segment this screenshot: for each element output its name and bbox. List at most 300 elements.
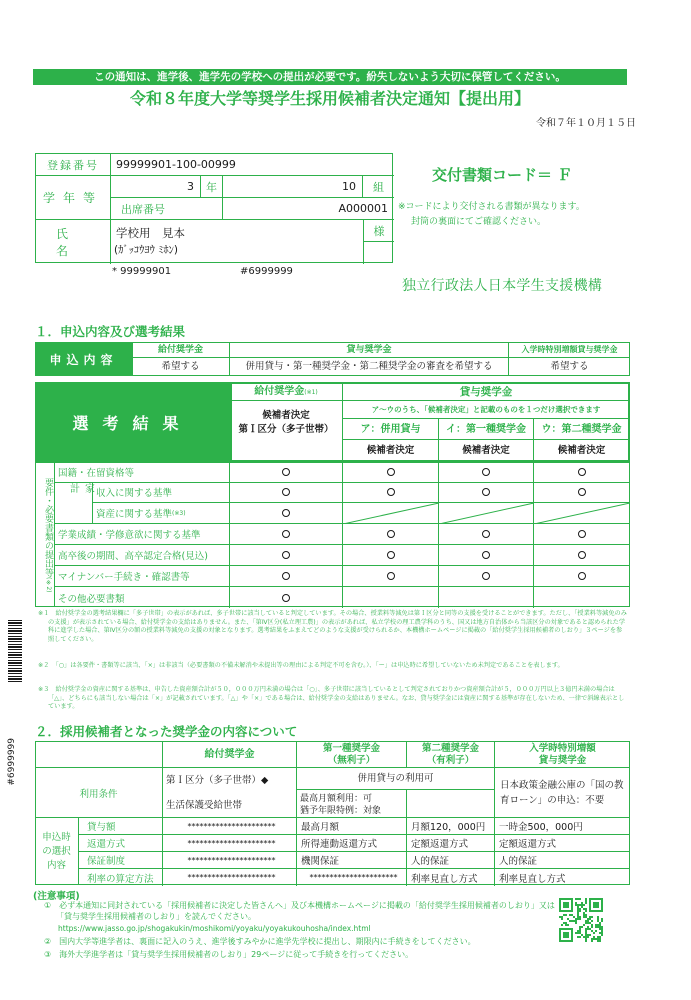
requirement-cell-1-2 [343, 462, 439, 483]
circle-mark [282, 509, 290, 517]
note-3: ※３ 給付奨学金の資産に関する基準は、申告した資産額合計が５０，０００万円未満の場合は「○」、多子世帯に該当しているとして判定されておりかつ資産額合計が５，０００万円以上３億円未満の場合は「△」、どちらにも該当しない場合は「×」が記載されています。「△」や「×」である場合は、給付奨学金の支給はありません。なお、貸与奨学金には資産に関する基準が存在しないため、一律で斜線表示としています。 [38, 686, 625, 711]
qr-module [587, 934, 589, 936]
issue-date: 令和７年１０月１５日 [536, 118, 636, 129]
result-taiyo-head: 貸与奨学金 [343, 383, 629, 401]
requirement-cell-6-2 [343, 566, 439, 587]
selection-cell-3-4: 人的保証 [407, 852, 495, 869]
qr-module [571, 928, 573, 930]
qr-module [563, 906, 565, 908]
qr-module [577, 912, 579, 914]
qr-module [593, 904, 595, 906]
qr-module [559, 906, 561, 908]
qr-module [587, 922, 589, 924]
qr-module [571, 908, 573, 910]
kyufu-result-1: 候補者決定 [262, 410, 310, 421]
select-label: 申込時の選択内容 [35, 818, 79, 885]
qr-module [565, 902, 567, 904]
qr-module [593, 898, 595, 900]
qr-module [593, 906, 595, 908]
qr-module [589, 902, 591, 904]
requirement-label-3 [92, 503, 230, 524]
qr-module [585, 902, 587, 904]
selection-cell-3-5: 人的保証 [495, 852, 630, 869]
qr-module [567, 910, 569, 912]
requirement-cell-3-1 [230, 503, 343, 524]
seat-number-label: 出席番号 [111, 198, 223, 220]
qr-module [591, 930, 593, 932]
requirement-label-2 [92, 482, 230, 503]
circle-mark [482, 488, 490, 496]
qr-module [563, 940, 565, 942]
circle-mark [578, 572, 586, 580]
qr-module [565, 910, 567, 912]
qr-module [601, 904, 603, 906]
apply-kyufu-value: 希望する [132, 358, 230, 376]
selection-cell-1-4: 月額120，000円 [407, 818, 495, 835]
qr-module [571, 910, 573, 912]
qr-module [571, 930, 573, 932]
qr-module [585, 922, 587, 924]
qr-module [587, 928, 589, 930]
selection-cell-4-1: 利率の算定方法 [79, 869, 163, 886]
apply-taiyo-value: 併用貸与・第一種奨学金・第二種奨学金の審査を希望する [230, 358, 509, 376]
notice-banner: この通知は、進学後、進学先の学校への提出が必要です。紛失しないよう大切に保管してください。 [33, 69, 627, 85]
document-code: 交付書類コード＝ Ｆ [432, 166, 573, 184]
qr-module [589, 898, 591, 900]
qr-module [577, 910, 579, 912]
special-condition: 日本政策金融公庫の「国の教育ローン」の申込：不要 [495, 768, 630, 818]
qr-module [601, 928, 603, 930]
qr-module [565, 940, 567, 942]
qr-module [579, 910, 581, 912]
grade-value: 3 [111, 176, 201, 198]
side-label-text: 要件・必要書類の提出等 [43, 478, 53, 578]
requirement-cell-5-2 [343, 545, 439, 566]
qr-module [587, 926, 589, 928]
choose-note: ア～ウのうち、「候補者決定」と記載のものを１つだけ選択できます [343, 401, 629, 419]
seat-number-value: A000001 [223, 198, 394, 220]
requirement-cell-6-1 [230, 566, 343, 587]
requirement-label-7 [54, 587, 230, 608]
qr-module [561, 928, 563, 930]
col-i-head: イ：第一種奨学金 [439, 419, 534, 440]
col-u-head: ウ：第二種奨学金 [534, 419, 629, 440]
qr-module [595, 926, 597, 928]
col-a-head: ア：併用貸与 [343, 419, 439, 440]
qr-module [589, 916, 591, 918]
qr-module [563, 914, 565, 916]
selection-cell-4-4: 利率見直し方式 [407, 869, 495, 886]
qr-module [595, 902, 597, 904]
qr-module [601, 900, 603, 902]
circle-mark [578, 551, 586, 559]
requirement-cell-6-3 [439, 566, 534, 587]
qr-module [579, 928, 581, 930]
qr-module [575, 904, 577, 906]
qr-module [601, 902, 603, 904]
section2-title: ２．採用候補者となった奨学金の内容について [35, 724, 298, 739]
qr-module [571, 934, 573, 936]
qr-module [559, 934, 561, 936]
qr-module [593, 932, 595, 934]
qr-module [587, 918, 589, 920]
qr-module [559, 910, 561, 912]
qr-module [579, 904, 581, 906]
requirement-cell-2-3 [439, 482, 534, 503]
notice-title: (注意事項) [33, 891, 80, 902]
qr-module [597, 936, 599, 938]
notice-url[interactable]: https://www.jasso.go.jp/shogakukin/moshikomi/yoyaku/yoyakukouhosha/index.html [58, 924, 371, 933]
requirement-cell-7-1 [230, 587, 343, 608]
qr-module [577, 932, 579, 934]
requirement-cell-4-2 [343, 524, 439, 545]
qr-module [595, 906, 597, 908]
qr-module [559, 932, 561, 934]
kyufu-result-2: 第Ｉ区分（多子世帯） [238, 424, 334, 435]
qr-module [567, 928, 569, 930]
qr-module [575, 920, 577, 922]
qr-module [579, 916, 581, 918]
qr-module [597, 910, 599, 912]
qr-module [585, 936, 587, 938]
class-unit: 組 [363, 176, 394, 198]
qr-module [567, 918, 569, 920]
selection-cell-2-3: 所得連動返還方式 [297, 835, 407, 852]
requirement-cell-5-3 [439, 545, 534, 566]
qr-module [569, 898, 571, 900]
qr-module [571, 902, 573, 904]
qr-module [595, 924, 597, 926]
apply-special-value: 希望する [550, 361, 589, 372]
qr-module [577, 906, 579, 908]
qr-module [563, 928, 565, 930]
qr-module [599, 926, 601, 928]
circle-mark [482, 468, 490, 476]
result-kyufu-head [230, 383, 343, 401]
grade-unit: 年 [201, 176, 223, 198]
max-monthly: 最高月額利用：可 [300, 794, 373, 804]
selection-cell-1-1: 貸与額 [79, 818, 163, 835]
qr-module [585, 898, 587, 900]
requirement-label-6 [54, 566, 230, 587]
qr-module [567, 924, 569, 926]
requirement-text-2: 収入に関する基準 [96, 488, 173, 499]
requirement-cell-7-4 [534, 587, 630, 608]
code-note-1: ※コードにより交付される書類が異なります。 [398, 202, 585, 212]
student-info-box [35, 153, 393, 263]
selection-cell-1-2: ********************** [163, 818, 297, 835]
qr-module [559, 902, 561, 904]
qr-module [559, 940, 561, 942]
qr-module [571, 904, 573, 906]
qr-module [565, 906, 567, 908]
qr-module [587, 936, 589, 938]
qr-module [579, 908, 581, 910]
qr-module [585, 900, 587, 902]
code-note-2: 封筒の裏面にてご確認ください。 [411, 217, 547, 227]
selection-cell-4-5: 利率見直し方式 [499, 873, 566, 885]
qr-module [601, 918, 603, 920]
qr-module [571, 906, 573, 908]
student-id-code-2: #6999999 [240, 266, 293, 277]
qr-module [583, 936, 585, 938]
qr-module [599, 924, 601, 926]
requirement-text-1: 国籍・在留資格等 [58, 468, 135, 479]
qr-module [567, 904, 569, 906]
note-1: ※１ 給付奨学金の選考結果欄に「多子世帯」の表示があれば、多子世帯に該当していると判定しています。その場合、授業料等減免は第Ｉ区分と同等の支援を受けることができます。ただし、「授業料等減免のみの支援」が表示されている場合、給付奨学金の支給はありません。また、「第Ⅳ区分(私立理工農)」の表示があれば、私立学校の理工農学科のうち、国又は地方自治体から当該区分の対象であると認められた学科に進学した場合、第Ⅳ区分の額の授業料等減免の支援の対象となります。選考結果をふまえてどのような支援が受けられるか、本機構ホームページに掲載の「給付奨学生採用候補者のしおり」３ページを参照してください。 [38, 610, 627, 643]
qr-module [589, 906, 591, 908]
circle-mark [482, 551, 490, 559]
circle-mark [282, 468, 290, 476]
qr-module [601, 926, 603, 928]
qr-module [585, 934, 587, 936]
qr-module [591, 916, 593, 918]
qr-module [559, 928, 561, 930]
qr-module [589, 918, 591, 920]
qr-module [567, 932, 569, 934]
circle-mark [282, 594, 290, 602]
class-value: 10 [223, 176, 363, 198]
section1-title: １．申込内容及び選考結果 [35, 324, 186, 339]
side-label [36, 463, 55, 606]
qr-module [599, 922, 601, 924]
side-code: #6999999 [7, 738, 17, 786]
qr-module [585, 928, 587, 930]
qr-module [591, 924, 593, 926]
qr-module [597, 918, 599, 920]
qr-module [575, 922, 577, 924]
qr-module [577, 904, 579, 906]
kakei-label: 家計 [55, 483, 93, 524]
selection-cell-4-2: ********************** [163, 869, 297, 886]
qr-module [565, 904, 567, 906]
requirement-cell-4-1 [230, 524, 343, 545]
qr-module [577, 914, 579, 916]
selection-cell-2-4: 定額返還方式 [407, 835, 495, 852]
requirement-cell-2-2 [343, 482, 439, 503]
circle-mark [282, 551, 290, 559]
circle-mark [387, 468, 395, 476]
requirement-cell-1-4 [534, 462, 630, 483]
qr-module [593, 936, 595, 938]
qr-module [565, 934, 567, 936]
qr-module [599, 936, 601, 938]
name-value: 学校用 見本 [116, 226, 185, 240]
qr-module [569, 940, 571, 942]
qr-module [597, 906, 599, 908]
qr-module [571, 936, 573, 938]
qr-module [569, 914, 571, 916]
qr-module [561, 916, 563, 918]
qr-module [579, 936, 581, 938]
qr-module [561, 924, 563, 926]
qr-module [593, 902, 595, 904]
qr-module [579, 918, 581, 920]
qr-module [571, 898, 573, 900]
name-label: 氏名 [36, 220, 111, 264]
requirement-cell-3-3 [439, 503, 534, 524]
qr-module [597, 938, 599, 940]
qr-module [585, 932, 587, 934]
requirement-text-3: 資産に関する基準 [96, 509, 173, 520]
s2-col-dai1 [297, 741, 407, 768]
selection-cell-2-1: 返還方式 [79, 835, 163, 852]
usage-label: 利用条件 [35, 768, 163, 818]
qr-module [589, 910, 591, 912]
qr-module [565, 924, 567, 926]
honorific: 様 [363, 220, 394, 242]
requirement-cell-5-1 [230, 545, 343, 566]
qr-module [567, 902, 569, 904]
qr-module [601, 910, 603, 912]
requirement-cell-7-2 [343, 587, 439, 608]
note-2: ※２ 「○」は各要件・書類等に該当、「×」は非該当（必要書類の不備未解消や未提出等の理由による判定不可を含む。）、「ー」は申込時に希望していないため未判定であることを表します。 [38, 662, 564, 669]
circle-mark [578, 530, 586, 538]
barcode [8, 620, 22, 682]
document-title: 令和８年度大学等奨学生採用候補者決定通知【提出用】 [129, 89, 530, 108]
qr-module [563, 922, 565, 924]
qr-module [565, 936, 567, 938]
qr-module [599, 898, 601, 900]
circle-mark [282, 572, 290, 580]
qr-module [591, 926, 593, 928]
qr-module [585, 908, 587, 910]
qr-module [559, 908, 561, 910]
s2-col-dai2 [407, 741, 495, 768]
qr-module [597, 902, 599, 904]
requirement-label-5 [54, 545, 230, 566]
qr-module [561, 918, 563, 920]
qr-module [589, 922, 591, 924]
qr-module [575, 918, 577, 920]
qr-module [597, 904, 599, 906]
selection-cell-2-2: ********************** [163, 835, 297, 852]
deferment: 猶予年限特例：対象 [300, 806, 382, 816]
col-u-result: 候補者決定 [557, 445, 606, 456]
circle-mark [387, 551, 395, 559]
requirement-cell-6-4 [534, 566, 630, 587]
qr-module [575, 932, 577, 934]
circle-mark [578, 488, 586, 496]
qr-module [591, 920, 593, 922]
qr-module [593, 938, 595, 940]
qr-module [581, 904, 583, 906]
qr-module [585, 910, 587, 912]
qr-module [565, 928, 567, 930]
apply-kyufu-head: 給付奨学金 [132, 342, 230, 358]
s2-col-dai1-sub: （無利子） [327, 755, 376, 766]
qr-module [585, 914, 587, 916]
qr-module [571, 932, 573, 934]
qr-module [597, 940, 599, 942]
qr-module [601, 934, 603, 936]
qr-module [593, 910, 595, 912]
qr-module [559, 904, 561, 906]
organization-name: 独立行政法人日本学生支援機構 [402, 278, 603, 294]
qr-module [577, 916, 579, 918]
qr-module [599, 928, 601, 930]
qr-module [589, 934, 591, 936]
qr-module [565, 898, 567, 900]
qr-module [583, 914, 585, 916]
qr-module [567, 898, 569, 900]
qr-module [559, 916, 561, 918]
qr-module [597, 924, 599, 926]
qr-module [561, 898, 563, 900]
qr-module [563, 902, 565, 904]
qr-module [583, 904, 585, 906]
combined-loan: 併用貸与の利用可 [297, 768, 495, 790]
qr-module [567, 934, 569, 936]
qr-module [571, 900, 573, 902]
requirement-cell-7-3 [439, 587, 534, 608]
qr-module [587, 920, 589, 922]
qr-module [579, 930, 581, 932]
reg-number-label: 登録番号 [36, 154, 111, 176]
col-i-result: 候補者決定 [439, 440, 534, 461]
qr-module [571, 940, 573, 942]
qr-module [581, 906, 583, 908]
qr-module [601, 932, 603, 934]
s2-col-special [495, 741, 630, 768]
qr-module [599, 938, 601, 940]
requirement-cell-4-3 [439, 524, 534, 545]
selection-cell-3-2: ********************** [163, 852, 297, 869]
qr-module [577, 908, 579, 910]
requirement-cell-3-2 [343, 503, 439, 524]
circle-mark [578, 468, 586, 476]
requirement-label-4 [54, 524, 230, 545]
qr-module [585, 940, 587, 942]
qr-module [589, 908, 591, 910]
qr-module [597, 926, 599, 928]
requirement-cell-1-1 [230, 462, 343, 483]
slash-mark [343, 503, 438, 524]
requirement-cell-2-1 [230, 482, 343, 503]
qr-module [581, 926, 583, 928]
qr-module [599, 932, 601, 934]
circle-mark [482, 530, 490, 538]
requirement-text-5: 高卒後の期間、高卒認定合格(見込) [58, 551, 208, 562]
circle-mark [282, 530, 290, 538]
notice-1: ① 必ず本通知に同封されている「採用候補者に決定した皆さんへ」及び本機構ホームページに掲載の「給付奨学生採用候補者のしおり」又は「貸与奨学生採用候補者のしおり」を読んでください。 [44, 901, 555, 921]
requirement-cell-4-4 [534, 524, 630, 545]
slash-mark [439, 503, 533, 524]
selection-cell-3-1: 保証制度 [79, 852, 163, 869]
requirement-cell-2-4 [534, 482, 630, 503]
qr-module [583, 908, 585, 910]
result-label: 選考結果 [35, 382, 230, 462]
qr-module [583, 924, 585, 926]
circle-mark [387, 488, 395, 496]
qr-module [589, 904, 591, 906]
qr-module [559, 898, 561, 900]
qr-module [597, 916, 599, 918]
requirement-text-4: 学業成績・学修意欲に関する基準 [58, 530, 201, 541]
qr-module [565, 932, 567, 934]
qr-module [559, 938, 561, 940]
qr-module [601, 920, 603, 922]
qr-module [599, 910, 601, 912]
qr-module [579, 898, 581, 900]
s2-col-kyufu: 給付奨学金 [163, 741, 297, 768]
qr-module [559, 900, 561, 902]
qr-module [563, 932, 565, 934]
qr-module [581, 934, 583, 936]
qr-module [563, 898, 565, 900]
qr-module [591, 940, 593, 942]
s2-col-dai1-title: 第一種奨学金 [322, 743, 380, 754]
